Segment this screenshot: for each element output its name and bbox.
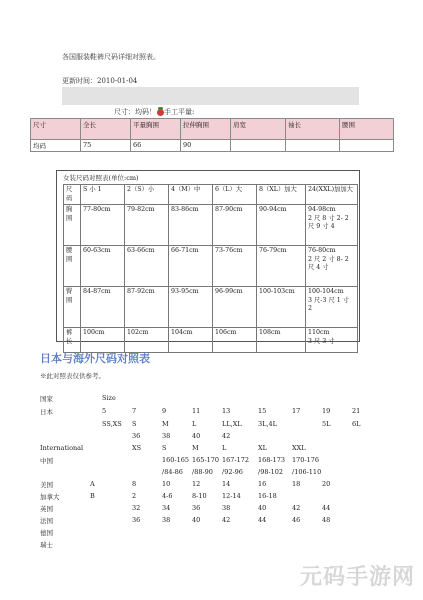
- size-cell: 79-82cm: [125, 205, 169, 246]
- size-cell: 83-86cm: [169, 205, 213, 246]
- grey-banner: [62, 87, 359, 105]
- size-grid-cell: 12: [192, 480, 201, 488]
- jp-section-note: ※此对照表仅供参考。: [40, 372, 105, 380]
- size-header-row: [64, 185, 358, 205]
- size-grid-cell: 5: [102, 407, 107, 415]
- strawberry-icon: [157, 109, 164, 116]
- size-grid-cell: 36: [132, 432, 141, 440]
- size-grid-cell: 10: [162, 480, 171, 488]
- size-header-cell: 6（L）大: [213, 185, 257, 205]
- size-cell: 106cm: [213, 328, 257, 353]
- size-grid-label: 日本: [40, 408, 53, 416]
- table-cell: [286, 140, 340, 152]
- size-grid-label: 瑞士: [40, 541, 53, 549]
- size-grid-cell: /84-86: [162, 468, 183, 476]
- size-cell: 76-80cm 2 尺 2 寸 8- 2 尺 4 寸: [306, 246, 358, 287]
- measurement-header-row: [31, 119, 394, 140]
- header-cell: 尺寸: [31, 119, 81, 140]
- jp-section-heading: 日本与海外尺码对照表: [40, 352, 150, 365]
- size-row-label: 胸围: [64, 205, 81, 246]
- size-grid-cell: 48: [322, 516, 331, 524]
- size-grid-cell: M: [162, 420, 169, 428]
- size-grid-cell: 34: [162, 504, 171, 512]
- size-grid-cell: 42: [292, 504, 301, 512]
- size-grid-cell: 9: [162, 407, 167, 415]
- size-grid-cell: XS: [132, 444, 142, 452]
- size-grid-label: 中国: [40, 457, 53, 465]
- size-row: [64, 328, 358, 353]
- size-header-cell: 4（M）中: [169, 185, 213, 205]
- size-header-cell: 8（XL）加大: [257, 185, 306, 205]
- size-grid-cell: 8: [132, 480, 137, 488]
- size-grid-cell: 36: [192, 504, 201, 512]
- size-grid-cell: XXL: [292, 444, 306, 452]
- size-grid-label: International: [40, 444, 84, 452]
- size-header-cell: 24(XXL)加加大: [306, 185, 358, 205]
- size-grid-cell: 5L: [322, 420, 331, 428]
- size-grid-cell: 3L,4L: [258, 420, 277, 428]
- size-grid-cell: B: [90, 492, 95, 500]
- header-cell: 平量胸围: [131, 119, 181, 140]
- header-cell: 拉伸胸围: [181, 119, 231, 140]
- size-grid-cell: 7: [132, 407, 137, 415]
- size-cell: 93-95cm: [169, 287, 213, 328]
- size-cell: 102cm: [125, 328, 169, 353]
- size-grid-cell: 6L: [352, 420, 361, 428]
- size-grid-cell: 16-18: [258, 492, 277, 500]
- size-grid-cell: 17: [292, 407, 301, 415]
- size-cell: 108cm: [257, 328, 306, 353]
- size-grid-cell: 44: [322, 504, 331, 512]
- size-grid-cell: 19: [322, 407, 331, 415]
- size-grid-cell: L: [222, 444, 227, 452]
- size-grid-cell: 168-173: [258, 456, 286, 464]
- size-row: [64, 246, 358, 287]
- size-grid-cell: /98-102: [258, 468, 284, 476]
- size-header-cell: 尺码: [64, 185, 81, 205]
- size-row: [64, 205, 358, 246]
- size-cell: 60-63cm: [81, 246, 125, 287]
- size-grid-cell: 32: [132, 504, 141, 512]
- size-grid-cell: 38: [162, 432, 171, 440]
- size-cell: 73-76cm: [213, 246, 257, 287]
- size-cell: 100cm: [81, 328, 125, 353]
- size-grid-cell: 44: [258, 516, 267, 524]
- size-row-label: 腰围: [64, 246, 81, 287]
- size-grid-cell: 20: [322, 480, 331, 488]
- size-grid-cell: 170-176: [292, 456, 320, 464]
- size-grid-cell: 15: [258, 407, 267, 415]
- measurement-table: [30, 118, 394, 152]
- size-row: [64, 287, 358, 328]
- table-cell: 均码: [31, 140, 81, 152]
- size-cell: 84-87cm: [81, 287, 125, 328]
- size-grid-cell: 165-170: [192, 456, 220, 464]
- updated-date: 更新时间：2010-01-04: [62, 77, 138, 85]
- size-grid-cell: 14: [222, 480, 231, 488]
- size-grid-cell: 18: [292, 480, 301, 488]
- size-grid-cell: 42: [222, 432, 231, 440]
- size-grid-cell: 46: [292, 516, 301, 524]
- size-cell: 94-98cm 2 尺 8 寸 2- 2 尺 9 寸 4: [306, 205, 358, 246]
- table-cell: 75: [81, 140, 131, 152]
- size-grid-cell: 167-172: [222, 456, 250, 464]
- watermark: 元码手游网: [300, 565, 416, 590]
- table-cell: [231, 140, 286, 152]
- size-grid-cell: S: [162, 444, 167, 452]
- size-grid-cell: LL,XL: [222, 420, 242, 428]
- size-header-cell: S 小 1: [81, 185, 125, 205]
- size-grid-cell: 21: [352, 407, 361, 415]
- size-grid-label: 国家: [40, 395, 53, 403]
- unit-line: [114, 107, 194, 117]
- size-grid-cell: 4-6: [162, 492, 173, 500]
- size-cell: 63-66cm: [125, 246, 169, 287]
- size-cell: 90-94cm: [257, 205, 306, 246]
- size-grid-cell: A: [90, 480, 95, 488]
- size-cell: 87-90cm: [213, 205, 257, 246]
- womens-size-table: [63, 184, 358, 353]
- size-grid-cell: /92-96: [222, 468, 243, 476]
- document-title: 各国服装鞋裤尺码详细对照表。: [62, 53, 160, 61]
- size-grid-cell: 40: [192, 516, 201, 524]
- size-grid-cell: /106-110: [292, 468, 322, 476]
- size-grid-cell: 160-165: [162, 456, 190, 464]
- header-cell: 全长: [81, 119, 131, 140]
- table-cell: 90: [181, 140, 231, 152]
- size-cell: 66-71cm: [169, 246, 213, 287]
- table-cell: [340, 140, 394, 152]
- size-grid-cell: M: [192, 444, 199, 452]
- size-grid-cell: L: [192, 420, 197, 428]
- size-grid-label: 法国: [40, 517, 53, 525]
- size-cell: 110cm 3 尺 3 寸: [306, 328, 358, 353]
- size-row-label: 裤长: [64, 328, 81, 353]
- header-cell: 袖长: [286, 119, 340, 140]
- size-cell: 87-92cm: [125, 287, 169, 328]
- size-grid-cell: 38: [162, 516, 171, 524]
- size-header-cell: 2（S）小: [125, 185, 169, 205]
- size-cell: 100-104cm 3 尺-3 尺 1 寸 2: [306, 287, 358, 328]
- header-cell: 肩宽: [231, 119, 286, 140]
- size-grid-label: 英国: [40, 505, 53, 513]
- table-cell: 66: [131, 140, 181, 152]
- size-grid-cell: Size: [102, 394, 116, 402]
- size-grid-cell: 36: [132, 516, 141, 524]
- header-cell: 腰围: [340, 119, 394, 140]
- size-grid-cell: 40: [192, 432, 201, 440]
- size-grid-cell: 2: [132, 492, 137, 500]
- size-grid-cell: 38: [222, 504, 231, 512]
- womens-size-chart-title: 女装尺码对照表(单位:cm): [63, 174, 139, 182]
- size-cell: 96-99cm: [213, 287, 257, 328]
- size-cell: 77-80cm: [81, 205, 125, 246]
- size-row-label: 臀围: [64, 287, 81, 328]
- size-grid-cell: 12-14: [222, 492, 241, 500]
- size-grid-cell: XL: [258, 444, 267, 452]
- size-grid-label: 美国: [40, 481, 53, 489]
- unit-line-suffix: 手工平量:: [164, 108, 195, 116]
- size-cell: 76-79cm: [257, 246, 306, 287]
- unit-line-prefix: 尺寸：均码！: [114, 108, 156, 116]
- size-grid-cell: 40: [258, 504, 267, 512]
- size-grid-cell: 42: [222, 516, 231, 524]
- size-grid-cell: 11: [192, 407, 201, 415]
- size-grid-cell: /88-90: [192, 468, 213, 476]
- size-cell: 100-103cm: [257, 287, 306, 328]
- size-grid-label: 加拿大: [40, 493, 60, 501]
- size-grid-cell: S: [132, 420, 137, 428]
- size-cell: 104cm: [169, 328, 213, 353]
- size-grid-label: 德国: [40, 529, 53, 537]
- size-grid-cell: 8-10: [192, 492, 207, 500]
- size-grid-cell: SS,XS: [102, 420, 122, 428]
- size-grid-cell: 16: [258, 480, 267, 488]
- size-grid-cell: 13: [222, 407, 231, 415]
- measurement-row: [31, 140, 394, 152]
- womens-size-chart: [56, 170, 360, 345]
